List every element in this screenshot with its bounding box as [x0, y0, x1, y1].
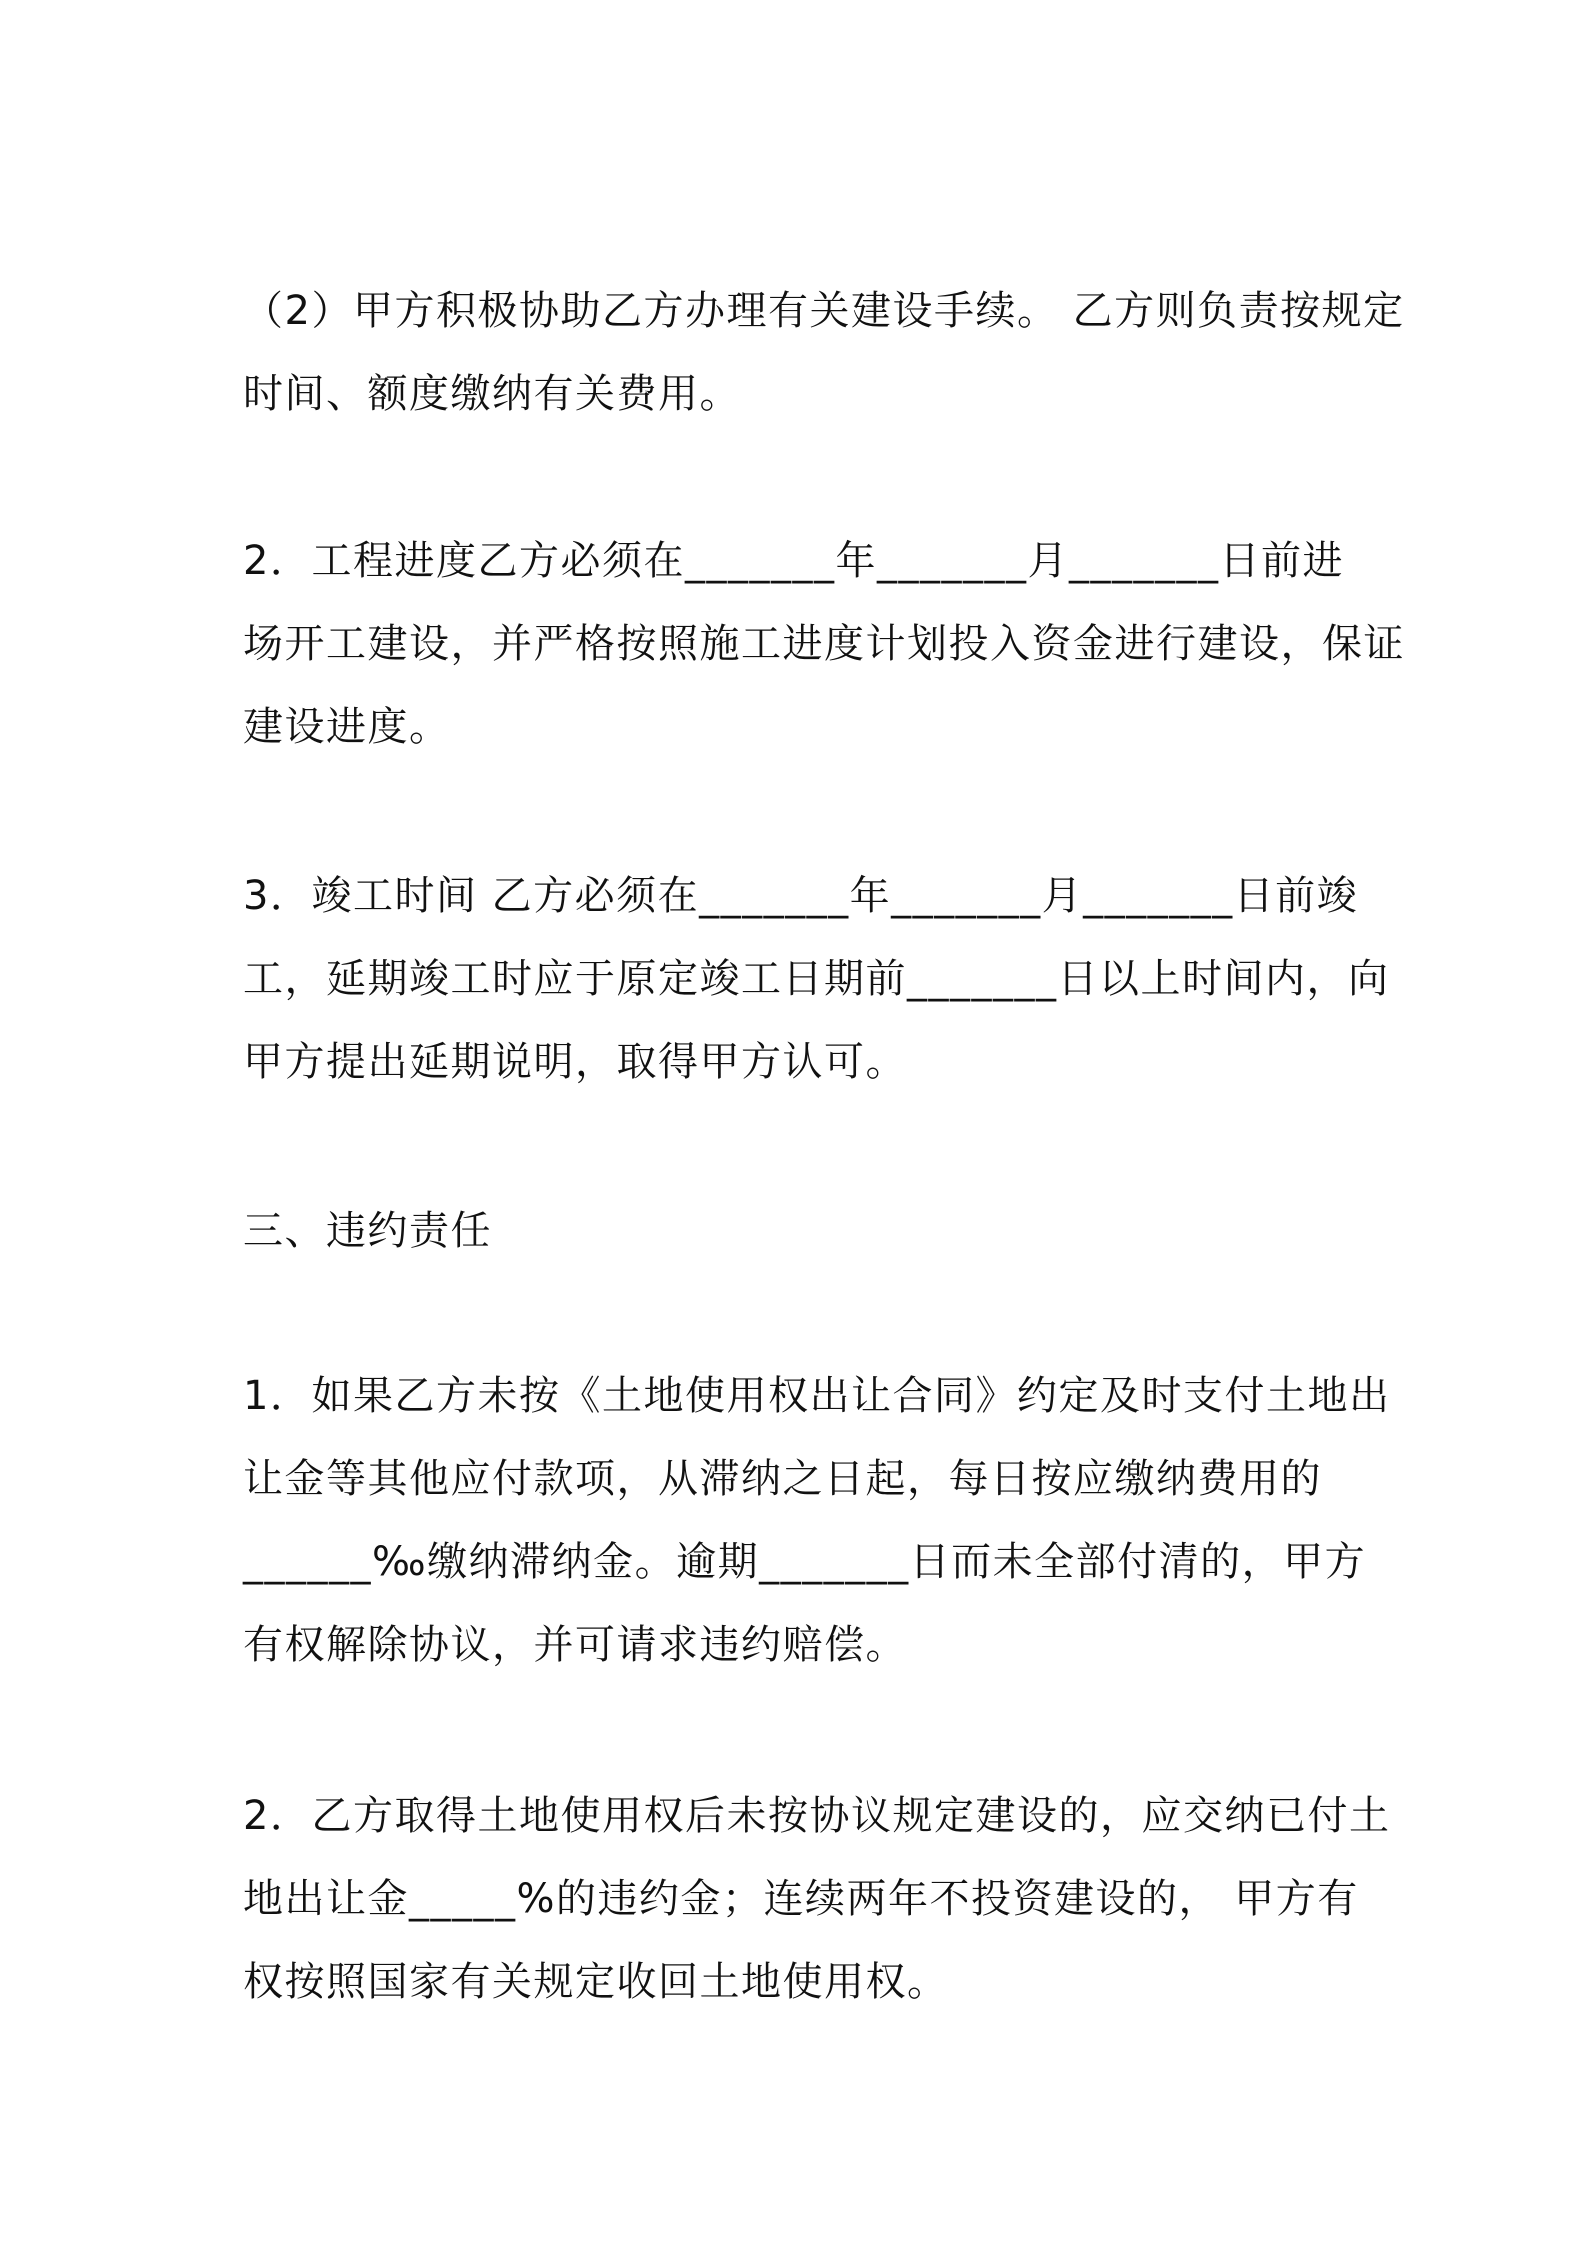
text-line: 让金等其他应付款项，从滞纳之日起，每日按应缴纳费用的	[243, 1456, 1322, 1502]
paragraph-late-payment	[243, 1355, 1391, 1687]
text-line: 建设进度。	[243, 704, 451, 750]
text-line: 甲方提出延期说明，取得甲方认可。	[243, 1039, 907, 1085]
text-line: 工，延期竣工时应于原定竣工日期前_______日以上时间内，向	[243, 956, 1390, 1002]
section-heading-breach-liability	[243, 1190, 1363, 1273]
text-line: 3．竣工时间 乙方必须在_______年_______月_______日前竣	[243, 873, 1359, 919]
text-line: 时间、额度缴纳有关费用。	[243, 371, 741, 417]
paragraph-completion-time	[243, 855, 1390, 1104]
text-line: 1．如果乙方未按《土地使用权出让合同》约定及时支付土地出	[243, 1373, 1391, 1419]
paragraph-project-progress	[243, 520, 1405, 769]
paragraph-assist-procedures	[243, 270, 1405, 436]
text-line: 场开工建设，并严格按照施工进度计划投入资金进行建设，保证	[243, 621, 1405, 667]
paragraph-construction-default	[243, 1775, 1391, 2024]
text-line: 有权解除协议，并可请求违约赔偿。	[243, 1622, 907, 1668]
text-line: ______‰缴纳滞纳金。逾期_______日而未全部付清的，甲方	[243, 1539, 1367, 1585]
text-line: 权按照国家有关规定收回土地使用权。	[243, 1959, 949, 2005]
text-line: 地出让金_____%的违约金；连续两年不投资建设的， 甲方有	[243, 1876, 1359, 1922]
text-line: 2．乙方取得土地使用权后未按协议规定建设的，应交纳已付土	[243, 1793, 1391, 1839]
text-line: （2）甲方积极协助乙方办理有关建设手续。 乙方则负责按规定	[243, 288, 1405, 334]
text-line: 2．工程进度乙方必须在_______年_______月_______日前进	[243, 538, 1344, 584]
section-heading-text: 三、违约责任	[243, 1208, 492, 1254]
